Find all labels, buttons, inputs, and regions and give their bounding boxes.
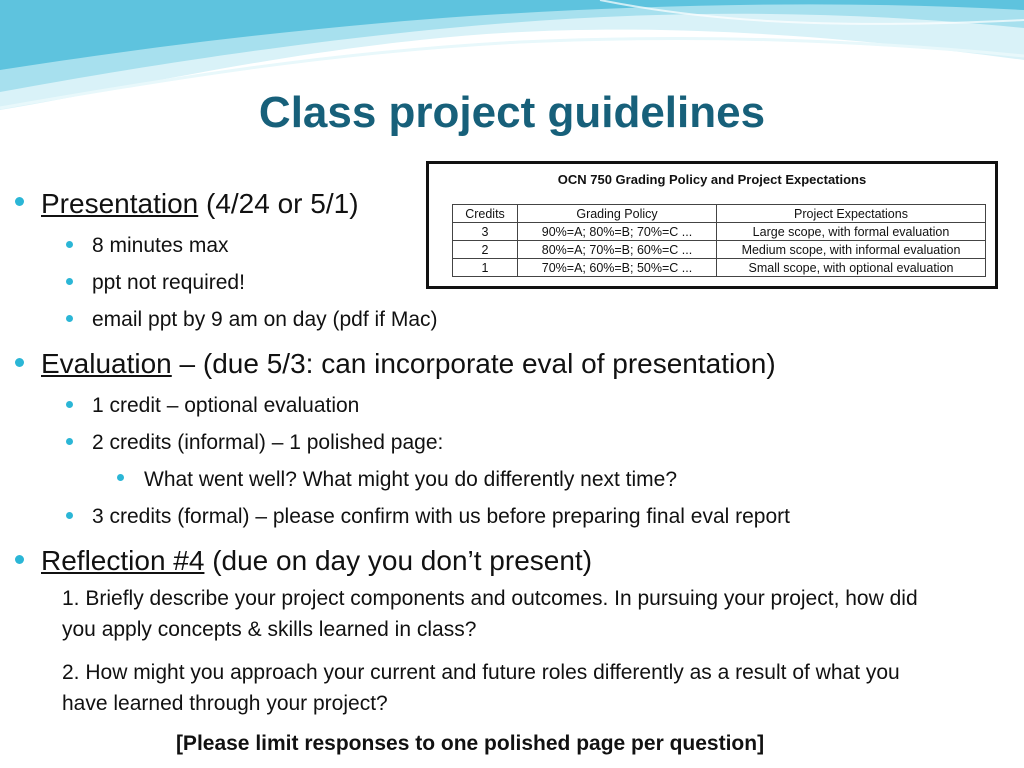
table-cell: 70%=A; 60%=B; 50%=C ... [518, 259, 717, 277]
grading-policy-table-image [426, 161, 998, 289]
page-limit-note: [Please limit responses to one polished page per question] [175, 732, 765, 755]
table-cell: Medium scope, with informal evaluation [717, 241, 986, 259]
grading-table-title: OCN 750 Grading Policy and Project Expectations [557, 172, 867, 187]
table-cell: 80%=A; 70%=B; 60%=C ... [518, 241, 717, 259]
table-row [453, 259, 986, 277]
presentation-label: Presentation [41, 188, 199, 219]
presentation-dates: (4/24 or 5/1) [198, 188, 359, 219]
presentation-item: email ppt by 9 am on day (pdf if Mac) [92, 308, 438, 331]
slide-title: Class project guidelines [258, 88, 766, 137]
evaluation-item: 3 credits (formal) – please confirm with us before preparing final eval report [92, 505, 790, 528]
presentation-bullet [41, 188, 359, 220]
column-header: Credits [453, 205, 518, 223]
column-header: Project Expectations [717, 205, 986, 223]
bullet-icon [66, 512, 73, 519]
evaluation-details: – (due 5/3: can incorporate eval of presentation) [171, 348, 776, 379]
bullet-icon [15, 358, 24, 367]
grading-table [452, 204, 986, 277]
table-row [453, 241, 986, 259]
table-cell: Large scope, with formal evaluation [717, 223, 986, 241]
bullet-icon [15, 197, 24, 206]
reflection-question-1: 1. Briefly describe your project components and outcomes. In pursuing your project, how did you apply concepts & skills learned in class? [62, 587, 918, 641]
evaluation-subitem: What went well? What might you do differently next time? [144, 468, 678, 491]
column-header: Grading Policy [518, 205, 717, 223]
table-cell: 1 [453, 259, 518, 277]
reflection-question-2: 2. How might you approach your current and future roles differently as a result of what you have learned through your project? [62, 661, 900, 715]
evaluation-item: 1 credit – optional evaluation [92, 394, 360, 417]
reflection-label: Reflection #4 [41, 545, 205, 576]
evaluation-bullet [41, 348, 776, 380]
bullet-icon [66, 315, 73, 322]
table-cell: Small scope, with optional evaluation [717, 259, 986, 277]
bullet-icon [15, 555, 24, 564]
table-cell: 3 [453, 223, 518, 241]
evaluation-label: Evaluation [41, 348, 172, 379]
presentation-item: 8 minutes max [92, 234, 229, 257]
evaluation-item: 2 credits (informal) – 1 polished page: [92, 431, 444, 454]
table-cell: 2 [453, 241, 518, 259]
table-cell: 90%=A; 80%=B; 70%=C ... [518, 223, 717, 241]
reflection-details: (due on day you don’t present) [204, 545, 593, 576]
bullet-icon [117, 474, 124, 481]
presentation-item: ppt not required! [92, 271, 245, 294]
bullet-icon [66, 401, 73, 408]
bullet-icon [66, 278, 73, 285]
table-header-row [453, 205, 986, 223]
reflection-bullet [41, 545, 592, 577]
table-row [453, 223, 986, 241]
bullet-icon [66, 438, 73, 445]
bullet-icon [66, 241, 73, 248]
